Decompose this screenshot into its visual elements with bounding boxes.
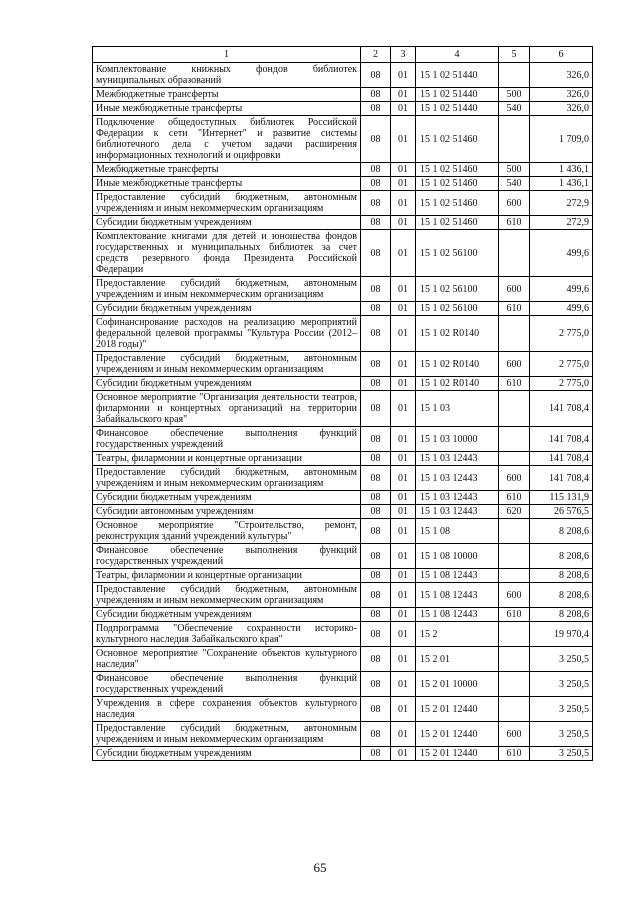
cell-subsection: 01 xyxy=(391,722,416,747)
cell-expense-type: 500 xyxy=(499,88,530,102)
table-row xyxy=(93,722,593,747)
cell-section: 08 xyxy=(361,672,391,697)
cell-amount: 141 708,4 xyxy=(530,391,593,427)
cell-description: Финансовое обеспечение выполнения функций государственных учреждений xyxy=(93,427,361,452)
cell-target-code: 15 2 01 xyxy=(416,647,499,672)
cell-section: 08 xyxy=(361,427,391,452)
cell-subsection: 01 xyxy=(391,177,416,191)
table-row xyxy=(93,177,593,191)
cell-target-code: 15 1 08 xyxy=(416,519,499,544)
cell-target-code: 15 1 02 R0140 xyxy=(416,352,499,377)
cell-expense-type: 610 xyxy=(499,302,530,316)
header-cell-1: 1 xyxy=(93,47,361,63)
cell-subsection: 01 xyxy=(391,466,416,491)
header-cell-2: 2 xyxy=(361,47,391,63)
cell-section: 08 xyxy=(361,491,391,505)
cell-expense-type xyxy=(499,519,530,544)
cell-amount: 115 131,9 xyxy=(530,491,593,505)
cell-subsection: 01 xyxy=(391,608,416,622)
cell-subsection: 01 xyxy=(391,377,416,391)
cell-amount: 141 708,4 xyxy=(530,452,593,466)
cell-description: Субсидии бюджетным учреждениям xyxy=(93,608,361,622)
cell-section: 08 xyxy=(361,177,391,191)
cell-subsection: 01 xyxy=(391,583,416,608)
cell-expense-type xyxy=(499,427,530,452)
cell-subsection: 01 xyxy=(391,191,416,216)
cell-amount: 2 775,0 xyxy=(530,316,593,352)
cell-expense-type xyxy=(499,622,530,647)
cell-expense-type: 600 xyxy=(499,277,530,302)
cell-amount: 19 970,4 xyxy=(530,622,593,647)
table-row xyxy=(93,116,593,163)
cell-amount: 8 208,6 xyxy=(530,569,593,583)
cell-expense-type: 500 xyxy=(499,163,530,177)
cell-target-code: 15 1 08 12443 xyxy=(416,583,499,608)
table-row xyxy=(93,747,593,761)
cell-target-code: 15 1 03 12443 xyxy=(416,466,499,491)
cell-subsection: 01 xyxy=(391,569,416,583)
cell-description: Предоставление субсидий бюджетным, автономным учреждениям и иным некоммерческим организациям xyxy=(93,277,361,302)
table-row xyxy=(93,569,593,583)
header-cell-6: 6 xyxy=(530,47,593,63)
table-row xyxy=(93,277,593,302)
cell-description: Софинансирование расходов на реализацию мероприятий федеральной целевой программы "Культура России (2012–2018 годы)" xyxy=(93,316,361,352)
cell-target-code: 15 2 01 12440 xyxy=(416,747,499,761)
table-row xyxy=(93,102,593,116)
cell-description: Учреждения в сфере сохранения объектов культурного наследия xyxy=(93,697,361,722)
cell-amount: 3 250,5 xyxy=(530,672,593,697)
cell-target-code: 15 1 03 12443 xyxy=(416,491,499,505)
cell-target-code: 15 1 02 56100 xyxy=(416,230,499,277)
cell-amount: 8 208,6 xyxy=(530,608,593,622)
table-row xyxy=(93,519,593,544)
table-row xyxy=(93,452,593,466)
table-row xyxy=(93,352,593,377)
cell-amount: 8 208,6 xyxy=(530,519,593,544)
cell-amount: 8 208,6 xyxy=(530,583,593,608)
cell-section: 08 xyxy=(361,216,391,230)
cell-subsection: 01 xyxy=(391,647,416,672)
cell-subsection: 01 xyxy=(391,427,416,452)
table-row xyxy=(93,63,593,88)
cell-description: Межбюджетные трансферты xyxy=(93,88,361,102)
cell-amount: 272,9 xyxy=(530,191,593,216)
cell-description: Театры, филармонии и концертные организации xyxy=(93,452,361,466)
cell-subsection: 01 xyxy=(391,747,416,761)
cell-expense-type: 610 xyxy=(499,377,530,391)
table-row xyxy=(93,672,593,697)
cell-subsection: 01 xyxy=(391,622,416,647)
cell-amount: 326,0 xyxy=(530,63,593,88)
cell-description: Комплектование книгами для детей и юношества фондов государственных и муниципальных библиотек за счет средств резервного фонда Президента Российской Федерации xyxy=(93,230,361,277)
table-row xyxy=(93,316,593,352)
cell-expense-type xyxy=(499,697,530,722)
table-row xyxy=(93,302,593,316)
cell-section: 08 xyxy=(361,352,391,377)
cell-description: Основное мероприятие "Организация деятельности театров, филармонии и концертных организаций на территории Забайкальского края" xyxy=(93,391,361,427)
cell-section: 08 xyxy=(361,608,391,622)
cell-expense-type xyxy=(499,116,530,163)
cell-target-code: 15 1 03 12443 xyxy=(416,452,499,466)
cell-target-code: 15 1 02 51460 xyxy=(416,163,499,177)
cell-expense-type: 620 xyxy=(499,505,530,519)
cell-expense-type xyxy=(499,63,530,88)
cell-section: 08 xyxy=(361,722,391,747)
cell-target-code: 15 1 02 51460 xyxy=(416,191,499,216)
cell-target-code: 15 1 02 51440 xyxy=(416,102,499,116)
cell-subsection: 01 xyxy=(391,544,416,569)
cell-target-code: 15 1 08 10000 xyxy=(416,544,499,569)
cell-subsection: 01 xyxy=(391,230,416,277)
cell-expense-type: 600 xyxy=(499,466,530,491)
cell-amount: 499,6 xyxy=(530,277,593,302)
cell-amount: 326,0 xyxy=(530,88,593,102)
table-row xyxy=(93,427,593,452)
cell-section: 08 xyxy=(361,302,391,316)
cell-expense-type: 600 xyxy=(499,722,530,747)
table-row xyxy=(93,491,593,505)
cell-section: 08 xyxy=(361,277,391,302)
cell-subsection: 01 xyxy=(391,88,416,102)
cell-expense-type: 540 xyxy=(499,177,530,191)
cell-section: 08 xyxy=(361,163,391,177)
cell-expense-type xyxy=(499,672,530,697)
cell-description: Субсидии бюджетным учреждениям xyxy=(93,377,361,391)
cell-description: Предоставление субсидий бюджетным, автономным учреждениям и иным некоммерческим организациям xyxy=(93,352,361,377)
cell-section: 08 xyxy=(361,505,391,519)
table-row xyxy=(93,163,593,177)
table-row xyxy=(93,377,593,391)
cell-expense-type: 610 xyxy=(499,608,530,622)
cell-target-code: 15 1 08 12443 xyxy=(416,608,499,622)
cell-description: Межбюджетные трансферты xyxy=(93,163,361,177)
cell-amount: 3 250,5 xyxy=(530,697,593,722)
cell-section: 08 xyxy=(361,63,391,88)
cell-section: 08 xyxy=(361,622,391,647)
cell-amount: 272,9 xyxy=(530,216,593,230)
cell-description: Финансовое обеспечение выполнения функций государственных учреждений xyxy=(93,672,361,697)
cell-description: Театры, филармонии и концертные организации xyxy=(93,569,361,583)
cell-amount: 1 436,1 xyxy=(530,163,593,177)
cell-target-code: 15 2 01 12440 xyxy=(416,697,499,722)
table-row xyxy=(93,608,593,622)
cell-section: 08 xyxy=(361,316,391,352)
cell-section: 08 xyxy=(361,747,391,761)
cell-section: 08 xyxy=(361,519,391,544)
header-cell-5: 5 xyxy=(499,47,530,63)
cell-target-code: 15 1 02 51460 xyxy=(416,116,499,163)
cell-description: Предоставление субсидий бюджетным, автономным учреждениям и иным некоммерческим организациям xyxy=(93,583,361,608)
cell-amount: 141 708,4 xyxy=(530,427,593,452)
cell-subsection: 01 xyxy=(391,452,416,466)
table-row xyxy=(93,466,593,491)
header-cell-3: 3 xyxy=(391,47,416,63)
cell-target-code: 15 1 02 51440 xyxy=(416,63,499,88)
cell-amount: 2 775,0 xyxy=(530,352,593,377)
cell-section: 08 xyxy=(361,116,391,163)
cell-amount: 499,6 xyxy=(530,302,593,316)
page-number: 65 xyxy=(313,860,327,875)
cell-description: Основное мероприятие "Сохранение объектов культурного наследия" xyxy=(93,647,361,672)
cell-subsection: 01 xyxy=(391,391,416,427)
cell-amount: 326,0 xyxy=(530,102,593,116)
cell-expense-type: 610 xyxy=(499,216,530,230)
table-row xyxy=(93,391,593,427)
cell-subsection: 01 xyxy=(391,102,416,116)
table-row xyxy=(93,505,593,519)
cell-subsection: 01 xyxy=(391,491,416,505)
cell-target-code: 15 1 02 56100 xyxy=(416,302,499,316)
cell-amount: 1 436,1 xyxy=(530,177,593,191)
cell-subsection: 01 xyxy=(391,63,416,88)
cell-section: 08 xyxy=(361,391,391,427)
cell-amount: 26 576,5 xyxy=(530,505,593,519)
cell-amount: 2 775,0 xyxy=(530,377,593,391)
cell-description: Иные межбюджетные трансферты xyxy=(93,177,361,191)
cell-expense-type xyxy=(499,391,530,427)
cell-description: Финансовое обеспечение выполнения функций государственных учреждений xyxy=(93,544,361,569)
cell-target-code: 15 1 02 R0140 xyxy=(416,316,499,352)
cell-description: Субсидии бюджетным учреждениям xyxy=(93,491,361,505)
cell-section: 08 xyxy=(361,230,391,277)
cell-amount: 1 709,0 xyxy=(530,116,593,163)
cell-subsection: 01 xyxy=(391,519,416,544)
cell-subsection: 01 xyxy=(391,302,416,316)
cell-subsection: 01 xyxy=(391,316,416,352)
cell-section: 08 xyxy=(361,88,391,102)
header-row xyxy=(93,47,593,63)
cell-amount: 499,6 xyxy=(530,230,593,277)
table-body xyxy=(93,63,593,761)
cell-section: 08 xyxy=(361,697,391,722)
cell-subsection: 01 xyxy=(391,277,416,302)
cell-target-code: 15 2 xyxy=(416,622,499,647)
cell-section: 08 xyxy=(361,191,391,216)
cell-description: Субсидии бюджетным учреждениям xyxy=(93,747,361,761)
table-row xyxy=(93,544,593,569)
cell-expense-type: 600 xyxy=(499,352,530,377)
cell-section: 08 xyxy=(361,583,391,608)
table-row xyxy=(93,583,593,608)
cell-target-code: 15 1 02 R0140 xyxy=(416,377,499,391)
cell-expense-type xyxy=(499,230,530,277)
cell-description: Основное мероприятие "Строительство, ремонт, реконструкция зданий учреждений культуры" xyxy=(93,519,361,544)
cell-expense-type: 600 xyxy=(499,191,530,216)
cell-amount: 141 708,4 xyxy=(530,466,593,491)
cell-target-code: 15 2 01 12440 xyxy=(416,722,499,747)
cell-target-code: 15 2 01 10000 xyxy=(416,672,499,697)
cell-expense-type xyxy=(499,647,530,672)
cell-expense-type xyxy=(499,316,530,352)
cell-amount: 3 250,5 xyxy=(530,647,593,672)
cell-description: Предоставление субсидий бюджетным, автономным учреждениям и иным некоммерческим организациям xyxy=(93,466,361,491)
cell-description: Субсидии бюджетным учреждениям xyxy=(93,302,361,316)
cell-section: 08 xyxy=(361,452,391,466)
cell-amount: 3 250,5 xyxy=(530,747,593,761)
cell-description: Подключение общедоступных библиотек Российской Федерации к сети "Интернет" и развитие системы библиотечного дела с учетом задачи расширения информационных технологий и оцифровки xyxy=(93,116,361,163)
table-row xyxy=(93,230,593,277)
cell-section: 08 xyxy=(361,544,391,569)
cell-description: Подпрограмма "Обеспечение сохранности историко-культурного наследия Забайкальского края" xyxy=(93,622,361,647)
table-row xyxy=(93,216,593,230)
cell-expense-type: 540 xyxy=(499,102,530,116)
table-row xyxy=(93,88,593,102)
cell-expense-type xyxy=(499,452,530,466)
cell-target-code: 15 1 03 10000 xyxy=(416,427,499,452)
cell-section: 08 xyxy=(361,647,391,672)
cell-subsection: 01 xyxy=(391,352,416,377)
table-row xyxy=(93,191,593,216)
cell-section: 08 xyxy=(361,466,391,491)
table-row xyxy=(93,622,593,647)
cell-description: Иные межбюджетные трансферты xyxy=(93,102,361,116)
cell-description: Субсидии бюджетным учреждениям xyxy=(93,216,361,230)
cell-subsection: 01 xyxy=(391,163,416,177)
table-row xyxy=(93,647,593,672)
cell-target-code: 15 1 03 12443 xyxy=(416,505,499,519)
cell-description: Субсидии автономным учреждениям xyxy=(93,505,361,519)
cell-amount: 3 250,5 xyxy=(530,722,593,747)
cell-expense-type: 610 xyxy=(499,747,530,761)
cell-expense-type: 610 xyxy=(499,491,530,505)
cell-description: Комплектование книжных фондов библиотек муниципальных образований xyxy=(93,63,361,88)
cell-target-code: 15 1 08 12443 xyxy=(416,569,499,583)
cell-section: 08 xyxy=(361,377,391,391)
cell-target-code: 15 1 03 xyxy=(416,391,499,427)
cell-target-code: 15 1 02 51460 xyxy=(416,216,499,230)
table-row xyxy=(93,697,593,722)
cell-subsection: 01 xyxy=(391,672,416,697)
cell-expense-type: 600 xyxy=(499,583,530,608)
cell-subsection: 01 xyxy=(391,216,416,230)
cell-subsection: 01 xyxy=(391,116,416,163)
budget-table xyxy=(92,46,593,761)
cell-target-code: 15 1 02 51440 xyxy=(416,88,499,102)
cell-section: 08 xyxy=(361,102,391,116)
header-cell-4: 4 xyxy=(416,47,499,63)
cell-section: 08 xyxy=(361,569,391,583)
cell-expense-type xyxy=(499,544,530,569)
cell-subsection: 01 xyxy=(391,697,416,722)
cell-description: Предоставление субсидий бюджетным, автономным учреждениям и иным некоммерческим организациям xyxy=(93,722,361,747)
cell-description: Предоставление субсидий бюджетным, автономным учреждениям и иным некоммерческим организациям xyxy=(93,191,361,216)
cell-subsection: 01 xyxy=(391,505,416,519)
cell-target-code: 15 1 02 56100 xyxy=(416,277,499,302)
cell-target-code: 15 1 02 51460 xyxy=(416,177,499,191)
cell-amount: 8 208,6 xyxy=(530,544,593,569)
cell-expense-type xyxy=(499,569,530,583)
